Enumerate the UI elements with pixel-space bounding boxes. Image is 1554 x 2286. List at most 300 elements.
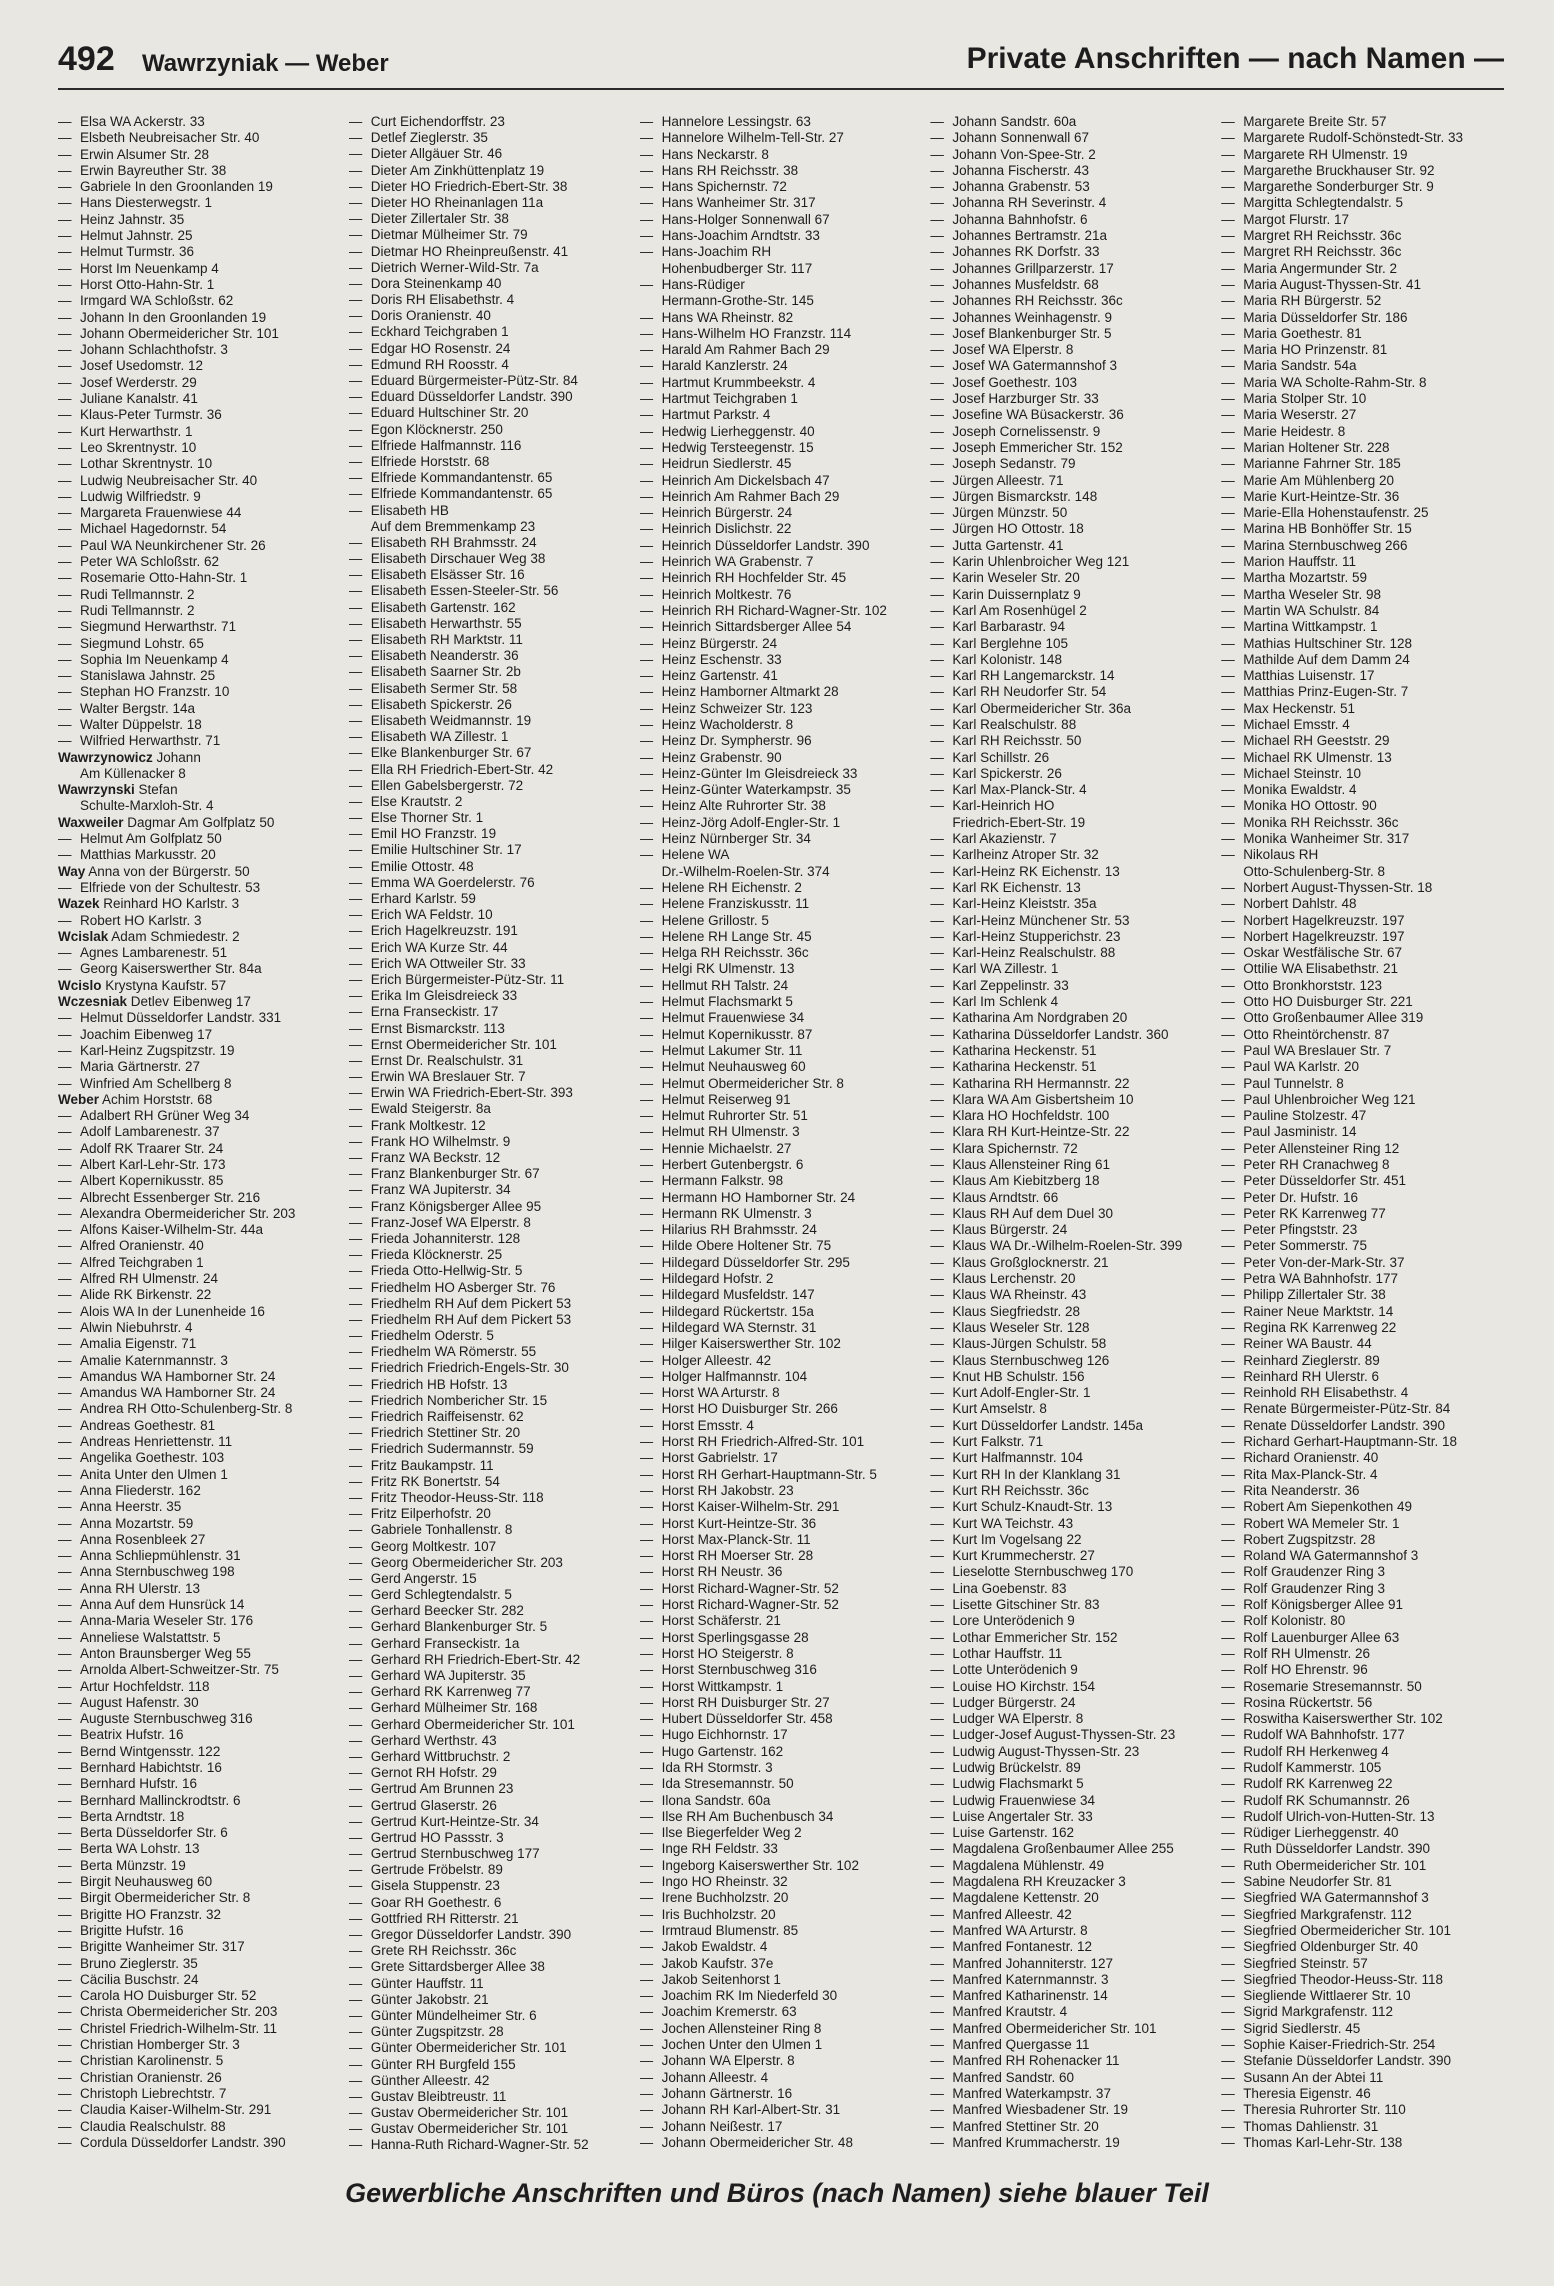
directory-entry: — Heinrich Bürgerstr. 24 — [640, 505, 923, 521]
directory-entry: — Kurt RH In der Klanklang 31 — [930, 1467, 1213, 1483]
directory-entry: — Maria Düsseldorfer Str. 186 — [1221, 310, 1504, 326]
directory-entry: — Klaus Lerchenstr. 20 — [930, 1271, 1213, 1287]
directory-entry: — Maria Weserstr. 27 — [1221, 407, 1504, 423]
directory-entry: — Karl Zeppelinstr. 33 — [930, 978, 1213, 994]
directory-entry: — Margareta Frauenwiese 44 — [58, 505, 341, 521]
directory-entry: — Helene Grillostr. 5 — [640, 913, 923, 929]
directory-entry: — Hans WA Rheinstr. 82 — [640, 310, 923, 326]
directory-entry: — Siegfried Obermeidericher Str. 101 — [1221, 1923, 1504, 1939]
header-rule — [58, 88, 1504, 90]
directory-entry: — Ludwig August-Thyssen-Str. 23 — [930, 1744, 1213, 1760]
directory-entry: — Amandus WA Hamborner Str. 24 — [58, 1385, 341, 1401]
directory-entry: — Fritz Baukampstr. 11 — [349, 1458, 632, 1474]
directory-entry: — Margitta Schlegtendalstr. 5 — [1221, 195, 1504, 211]
directory-entry: — Horst RH Neustr. 36 — [640, 1564, 923, 1580]
directory-entry: — Heinz-Günter Im Gleisdreieck 33 — [640, 766, 923, 782]
directory-entry: — Hennie Michaelstr. 27 — [640, 1141, 923, 1157]
directory-entry: — Birgit Obermeidericher Str. 8 — [58, 1890, 341, 1906]
directory-entry: — Magdalene Kettenstr. 20 — [930, 1890, 1213, 1906]
directory-entry: — Horst Sperlingsgasse 28 — [640, 1630, 923, 1646]
surname: Wawrzynski — [58, 782, 135, 798]
directory-entry: — Anna Heerstr. 35 — [58, 1499, 341, 1515]
directory-entry: — Klaus-Jürgen Schulstr. 58 — [930, 1336, 1213, 1352]
directory-entry: — Matthias Prinz-Eugen-Str. 7 — [1221, 684, 1504, 700]
directory-entry: — Kurt Schulz-Knaudt-Str. 13 — [930, 1499, 1213, 1515]
directory-entry: — Klaus Am Kiebitzberg 18 — [930, 1173, 1213, 1189]
column-1 — [58, 114, 341, 2154]
directory-entry: — Johann Sandstr. 60a — [930, 114, 1213, 130]
directory-entry: — Dieter Zillertaler Str. 38 — [349, 211, 632, 227]
directory-entry: — Helga RH Reichsstr. 36c — [640, 945, 923, 961]
directory-entry: — Helene RH Lange Str. 45 — [640, 929, 923, 945]
directory-entry: — Oskar Westfälische Str. 67 — [1221, 945, 1504, 961]
directory-entry: — Gerhard Obermeidericher Str. 101 — [349, 1717, 632, 1733]
directory-entry: — Heinrich Düsseldorfer Landstr. 390 — [640, 538, 923, 554]
directory-entry: — Mathias Hultschiner Str. 128 — [1221, 636, 1504, 652]
directory-entry: — Siegfried WA Gatermannshof 3 — [1221, 1890, 1504, 1906]
directory-entry: — Paul WA Karlstr. 20 — [1221, 1059, 1504, 1075]
directory-entry: — Amandus WA Hamborner Str. 24 — [58, 1369, 341, 1385]
directory-entry: — Johann RH Karl-Albert-Str. 31 — [640, 2102, 923, 2118]
directory-entry: — Otto HO Duisburger Str. 221 — [1221, 994, 1504, 1010]
directory-entry: — Paul Tunnelstr. 8 — [1221, 1076, 1504, 1092]
directory-entry: — Walter Bergstr. 14a — [58, 701, 341, 717]
directory-entry: — Hildegard Hofstr. 2 — [640, 1271, 923, 1287]
directory-entry: — Christian Homberger Str. 3 — [58, 2037, 341, 2053]
directory-entry: — Ernst Dr. Realschulstr. 31 — [349, 1053, 632, 1069]
directory-entry: — Karl-Heinz RK Eichenstr. 13 — [930, 864, 1213, 880]
directory-entry: — Wilfried Herwarthstr. 71 — [58, 733, 341, 749]
directory-entry: — Manfred Waterkampstr. 37 — [930, 2086, 1213, 2102]
directory-entry: — Manfred Katharinenstr. 14 — [930, 1988, 1213, 2004]
directory-entry: — Klara HO Hochfeldstr. 100 — [930, 1108, 1213, 1124]
directory-entry: — Philipp Zillertaler Str. 38 — [1221, 1287, 1504, 1303]
directory-entry: — Holger Alleestr. 42 — [640, 1353, 923, 1369]
directory-entry: — Ottilie WA Elisabethstr. 21 — [1221, 961, 1504, 977]
directory-entry: — Karl RH Neudorfer Str. 54 — [930, 684, 1213, 700]
directory-entry: — Hanna-Ruth Richard-Wagner-Str. 52 — [349, 2137, 632, 2153]
directory-entry: — Jürgen Alleestr. 71 — [930, 473, 1213, 489]
directory-entry: — Jutta Gartenstr. 41 — [930, 538, 1213, 554]
directory-entry: — Rudolf WA Bahnhofstr. 177 — [1221, 1727, 1504, 1743]
directory-entry: — Hans-Rüdiger — [640, 277, 923, 293]
directory-entry: — Reinhold RH Elisabethstr. 4 — [1221, 1385, 1504, 1401]
directory-entry: — Herbert Gutenbergstr. 6 — [640, 1157, 923, 1173]
directory-entry: — Anna RH Ulerstr. 13 — [58, 1581, 341, 1597]
directory-entry: — Ludwig Frauenwiese 34 — [930, 1793, 1213, 1809]
directory-entry: — Irene Buchholzstr. 20 — [640, 1890, 923, 1906]
directory-entry: — Heinz Jahnstr. 35 — [58, 212, 341, 228]
directory-entry: — Karl Obermeidericher Str. 36a — [930, 701, 1213, 717]
directory-entry: — Rudolf RK Karrenweg 22 — [1221, 1776, 1504, 1792]
directory-entry: — Gottfried RH Ritterstr. 21 — [349, 1911, 632, 1927]
directory-entry: — Brigitte Wanheimer Str. 317 — [58, 1939, 341, 1955]
directory-entry: — Otto Großenbaumer Allee 319 — [1221, 1010, 1504, 1026]
directory-entry: — Klaus Allensteiner Ring 61 — [930, 1157, 1213, 1173]
entry-text: Adam Schmiedestr. 2 — [111, 928, 240, 944]
directory-entry: — Adolf RK Traarer Str. 24 — [58, 1141, 341, 1157]
directory-entry: — Horst RH Duisburger Str. 27 — [640, 1695, 923, 1711]
directory-entry: — Helmut Turmstr. 36 — [58, 244, 341, 260]
directory-entry: — Siegfried Markgrafenstr. 112 — [1221, 1907, 1504, 1923]
directory-entry: — Klaus Bürgerstr. 24 — [930, 1222, 1213, 1238]
directory-entry: — Ewald Steigerstr. 8a — [349, 1101, 632, 1117]
directory-entry: — Karin Uhlenbroicher Weg 121 — [930, 554, 1213, 570]
directory-entry: — Erhard Karlstr. 59 — [349, 891, 632, 907]
directory-entry: — August Hafenstr. 30 — [58, 1695, 341, 1711]
directory-entry: — Dieter Am Zinkhüttenplatz 19 — [349, 163, 632, 179]
directory-entry: — Anita Unter den Ulmen 1 — [58, 1467, 341, 1483]
directory-entry: — Johann WA Elperstr. 8 — [640, 2053, 923, 2069]
directory-entry: — Helmut Frauenwiese 34 — [640, 1010, 923, 1026]
directory-entry: — Horst Gabrielstr. 17 — [640, 1450, 923, 1466]
directory-entry: — Marina Sternbuschweg 266 — [1221, 538, 1504, 554]
directory-entry: — Manfred Krummacherstr. 19 — [930, 2135, 1213, 2151]
directory-entry: — Josefine WA Büsackerstr. 36 — [930, 407, 1213, 423]
directory-entry: — Erna Franseckistr. 17 — [349, 1004, 632, 1020]
directory-entry: — Reinhard Zieglerstr. 89 — [1221, 1353, 1504, 1369]
directory-entry: — Klaus WA Rheinstr. 43 — [930, 1287, 1213, 1303]
directory-entry: — Gerhard Mülheimer Str. 168 — [349, 1700, 632, 1716]
directory-entry: — Rudolf Kammerstr. 105 — [1221, 1760, 1504, 1776]
directory-entry: — Rudolf RH Herkenweg 4 — [1221, 1744, 1504, 1760]
directory-entry: — Kurt Herwarthstr. 1 — [58, 424, 341, 440]
directory-entry: — Lotte Unterödenich 9 — [930, 1662, 1213, 1678]
directory-entry: — Jakob Ewaldstr. 4 — [640, 1939, 923, 1955]
directory-entry: — Elfriede Kommandantenstr. 65 — [349, 470, 632, 486]
directory-entry: — Anna Mozartstr. 59 — [58, 1516, 341, 1532]
directory-entry: — Joseph Cornelissenstr. 9 — [930, 424, 1213, 440]
entry-text: Achim Horststr. 68 — [102, 1091, 213, 1107]
directory-entry: — Manfred Krautstr. 4 — [930, 2004, 1213, 2020]
directory-entry: — Harald Kanzlerstr. 24 — [640, 358, 923, 374]
directory-entry: — Erich Bürgermeister-Pütz-Str. 11 — [349, 972, 632, 988]
directory-entry: — Gertrud Kurt-Heintze-Str. 34 — [349, 1814, 632, 1830]
directory-entry: — Berta Arndtstr. 18 — [58, 1809, 341, 1825]
directory-entry: — Elisabeth Dirschauer Weg 38 — [349, 551, 632, 567]
directory-entry: — Horst Kurt-Heintze-Str. 36 — [640, 1516, 923, 1532]
directory-entry: — Irmgard WA Schloßstr. 62 — [58, 293, 341, 309]
directory-entry: — Helmut Reiserweg 91 — [640, 1092, 923, 1108]
directory-entry: — Michael Hagedornstr. 54 — [58, 521, 341, 537]
directory-entry: — Arnolda Albert-Schweitzer-Str. 75 — [58, 1662, 341, 1678]
directory-entry: — Helmut Lakumer Str. 11 — [640, 1043, 923, 1059]
directory-entry: — Monika Wanheimer Str. 317 — [1221, 831, 1504, 847]
directory-entry — [58, 782, 341, 798]
directory-entry: — Johannes RK Dorfstr. 33 — [930, 244, 1213, 260]
directory-entry: — Manfred Wiesbadener Str. 19 — [930, 2102, 1213, 2118]
directory-entry: — Katharina Düsseldorfer Landstr. 360 — [930, 1027, 1213, 1043]
directory-entry: — Horst RH Moerser Str. 28 — [640, 1548, 923, 1564]
directory-entry: — Klaus Arndtstr. 66 — [930, 1190, 1213, 1206]
directory-entry: — Magdalena Großenbaumer Allee 255 — [930, 1841, 1213, 1857]
column-2 — [349, 114, 632, 2154]
directory-entry: — Joachim RK Im Niederfeld 30 — [640, 1988, 923, 2004]
directory-entry: — Lothar Hauffstr. 11 — [930, 1646, 1213, 1662]
directory-entry: — Rolf Königsberger Allee 91 — [1221, 1597, 1504, 1613]
directory-entry: — Friedhelm Oderstr. 5 — [349, 1328, 632, 1344]
directory-entry: — Horst Im Neuenkamp 4 — [58, 261, 341, 277]
directory-entry: — Manfred Quergasse 11 — [930, 2037, 1213, 2053]
directory-entry: — Georg Moltkestr. 107 — [349, 1539, 632, 1555]
directory-entry: — Leo Skrentnystr. 10 — [58, 440, 341, 456]
directory-entry: — Cordula Düsseldorfer Landstr. 390 — [58, 2135, 341, 2151]
surname: Weber — [58, 1091, 100, 1107]
directory-entry: — Christian Oranienstr. 26 — [58, 2070, 341, 2086]
directory-entry: — Birgit Neuhausweg 60 — [58, 1874, 341, 1890]
directory-entry: — Karl Realschulstr. 88 — [930, 717, 1213, 733]
directory-entry: — Alexandra Obermeidericher Str. 203 — [58, 1206, 341, 1222]
directory-entry: — Alfred RH Ulmenstr. 24 — [58, 1271, 341, 1287]
directory-entry: — Hubert Düsseldorfer Str. 458 — [640, 1711, 923, 1727]
directory-entry: — Renate Bürgermeister-Pütz-Str. 84 — [1221, 1401, 1504, 1417]
directory-entry: — Jochen Unter den Ulmen 1 — [640, 2037, 923, 2053]
directory-entry — [58, 994, 341, 1010]
directory-entry: — Jürgen Münzstr. 50 — [930, 505, 1213, 521]
directory-entry: — Anneliese Walstattstr. 5 — [58, 1630, 341, 1646]
entry-text: Stefan — [138, 782, 178, 798]
directory-entry: — Margot Flurstr. 17 — [1221, 212, 1504, 228]
directory-entry: — Helene WA — [640, 847, 923, 863]
directory-entry: — Horst Max-Planck-Str. 11 — [640, 1532, 923, 1548]
directory-entry: — Horst Richard-Wagner-Str. 52 — [640, 1581, 923, 1597]
directory-entry: — Jakob Seitenhorst 1 — [640, 1972, 923, 1988]
directory-entry: — Christel Friedrich-Wilhelm-Str. 11 — [58, 2021, 341, 2037]
directory-entry: — Friedrich HB Hofstr. 13 — [349, 1377, 632, 1393]
directory-entry: — Elfriede Horststr. 68 — [349, 454, 632, 470]
directory-entry: — Karin Weseler Str. 20 — [930, 570, 1213, 586]
directory-entry: — Gabriele Tonhallenstr. 8 — [349, 1522, 632, 1538]
directory-entry: — Winfried Am Schellberg 8 — [58, 1076, 341, 1092]
directory-entry: — Franz Blankenburger Str. 67 — [349, 1166, 632, 1182]
directory-entry: — Hans Neckarstr. 8 — [640, 147, 923, 163]
directory-entry: — Manfred Obermeidericher Str. 101 — [930, 2021, 1213, 2037]
directory-entry: — Bruno Zieglerstr. 35 — [58, 1956, 341, 1972]
directory-entry: — Peter Pfingststr. 23 — [1221, 1222, 1504, 1238]
directory-entry: — Heidrun Siedlerstr. 45 — [640, 456, 923, 472]
directory-entry: — Martin WA Schulstr. 84 — [1221, 603, 1504, 619]
directory-entry: — Alfred Oranienstr. 40 — [58, 1238, 341, 1254]
directory-entry: — Rita Neanderstr. 36 — [1221, 1483, 1504, 1499]
directory-entry — [58, 896, 341, 912]
directory-entry: — Elisabeth Essen-Steeler-Str. 56 — [349, 583, 632, 599]
directory-entry: — Paul Uhlenbroicher Weg 121 — [1221, 1092, 1504, 1108]
directory-entry: — Eckhard Teichgraben 1 — [349, 324, 632, 340]
directory-entry: — Reinhard RH Ulerstr. 6 — [1221, 1369, 1504, 1385]
directory-entry: — Günther Alleestr. 42 — [349, 2073, 632, 2089]
directory-entry: — Ludwig Flachsmarkt 5 — [930, 1776, 1213, 1792]
directory-entry: — Thomas Dahlienstr. 31 — [1221, 2119, 1504, 2135]
directory-entry: — Franz-Josef WA Elperstr. 8 — [349, 1215, 632, 1231]
directory-entry: — Margarete RH Ulmenstr. 19 — [1221, 147, 1504, 163]
directory-entry: — Ruth Obermeidericher Str. 101 — [1221, 1858, 1504, 1874]
directory-entry: — Manfred Johanniterstr. 127 — [930, 1956, 1213, 1972]
directory-entry: — Heinrich WA Grabenstr. 7 — [640, 554, 923, 570]
directory-entry: — Friedhelm RH Auf dem Pickert 53 — [349, 1312, 632, 1328]
directory-entry: — Auguste Sternbuschweg 316 — [58, 1711, 341, 1727]
directory-entry: — Karl-Heinz Münchener Str. 53 — [930, 913, 1213, 929]
column-3 — [640, 114, 923, 2154]
directory-entry: — Richard Gerhart-Hauptmann-Str. 18 — [1221, 1434, 1504, 1450]
directory-entry: — Erwin WA Breslauer Str. 7 — [349, 1069, 632, 1085]
directory-entry: — Paul WA Neunkirchener Str. 26 — [58, 538, 341, 554]
directory-entry: — Erwin Alsumer Str. 28 — [58, 147, 341, 163]
directory-entry: — Margarethe Sonderburger Str. 9 — [1221, 179, 1504, 195]
directory-entry: — Karl Akazienstr. 7 — [930, 831, 1213, 847]
directory-entry: — Karl-Heinz Zugspitzstr. 19 — [58, 1043, 341, 1059]
directory-entry: — Michael RK Ulmenstr. 13 — [1221, 750, 1504, 766]
directory-entry: — Fritz Eilperhofstr. 20 — [349, 1506, 632, 1522]
directory-entry: — Gerhard RK Karrenweg 77 — [349, 1684, 632, 1700]
directory-entry: — Martina Wittkampstr. 1 — [1221, 619, 1504, 635]
directory-entry: — Emilie Ottostr. 48 — [349, 859, 632, 875]
directory-entry: — Margret RH Reichsstr. 36c — [1221, 244, 1504, 260]
directory-entry: — Andreas Henriettenstr. 11 — [58, 1434, 341, 1450]
directory-entry — [58, 929, 341, 945]
directory-entry: — Karl Schillstr. 26 — [930, 750, 1213, 766]
directory-entry: — Otto Rheintörchenstr. 87 — [1221, 1027, 1504, 1043]
directory-entry: — Elisabeth HB — [349, 503, 632, 519]
directory-entry: — Gertrud Sternbuschweg 177 — [349, 1846, 632, 1862]
directory-entry: — Adolf Lambarenestr. 37 — [58, 1124, 341, 1140]
directory-entry: — Josef WA Elperstr. 8 — [930, 342, 1213, 358]
directory-entry: — Josef Werderstr. 29 — [58, 375, 341, 391]
directory-entry: — Karl Berglehne 105 — [930, 636, 1213, 652]
directory-entry: — Mathilde Auf dem Damm 24 — [1221, 652, 1504, 668]
directory-entry: — Grete Sittardsberger Allee 38 — [349, 1959, 632, 1975]
directory-entry: — Jürgen HO Ottostr. 18 — [930, 521, 1213, 537]
directory-entry: — Bernhard Mallinckrodtstr. 6 — [58, 1793, 341, 1809]
directory-entry: — Maria WA Scholte-Rahm-Str. 8 — [1221, 375, 1504, 391]
directory-entry: — Gustav Obermeidericher Str. 101 — [349, 2105, 632, 2121]
directory-entry: Schulte-Marxloh-Str. 4 — [80, 798, 214, 814]
directory-entry: — Ernst Obermeidericher Str. 101 — [349, 1037, 632, 1053]
directory-entry: — Peter RK Karrenweg 77 — [1221, 1206, 1504, 1222]
directory-entry: — Johann Gärtnerstr. 16 — [640, 2086, 923, 2102]
directory-entry: — Else Thorner Str. 1 — [349, 810, 632, 826]
directory-entry: — Kurt WA Teichstr. 43 — [930, 1516, 1213, 1532]
directory-entry: — Georg Obermeidericher Str. 203 — [349, 1555, 632, 1571]
directory-entry: — Hildegard Musfeldstr. 147 — [640, 1287, 923, 1303]
directory-entry: — Gerhard Franseckistr. 1a — [349, 1636, 632, 1652]
directory-entry: — Eduard Düsseldorfer Landstr. 390 — [349, 389, 632, 405]
directory-entry: — Katharina Am Nordgraben 20 — [930, 1010, 1213, 1026]
directory-entry: — Edmund RH Roosstr. 4 — [349, 357, 632, 373]
directory-entry: — Rosina Rückertstr. 56 — [1221, 1695, 1504, 1711]
directory-entry: Hohenbudberger Str. 117 — [661, 260, 813, 276]
entry-text: Dagmar Am Golfplatz 50 — [127, 814, 275, 830]
directory-entry: — Franz WA Jupiterstr. 34 — [349, 1182, 632, 1198]
directory-entry: — Karl Max-Planck-Str. 4 — [930, 782, 1213, 798]
entry-text: Anna von der Bürgerstr. 50 — [88, 863, 250, 879]
directory-entry: — Hugo Eichhornstr. 17 — [640, 1727, 923, 1743]
directory-entry: — Otto Bronkhorststr. 123 — [1221, 978, 1504, 994]
footer-note: Gewerbliche Anschriften und Büros (nach Namen) siehe blauer Teil — [345, 2178, 1209, 2208]
directory-entry: — Helmut Ruhrorter Str. 51 — [640, 1108, 923, 1124]
directory-entry: — Magdalena Mühlenstr. 49 — [930, 1858, 1213, 1874]
directory-entry: — Manfred Sandstr. 60 — [930, 2070, 1213, 2086]
directory-entry: — Gabriele In den Groonlanden 19 — [58, 179, 341, 195]
directory-entry: — Horst Kaiser-Wilhelm-Str. 291 — [640, 1499, 923, 1515]
directory-entry: — Horst Sternbuschweg 316 — [640, 1662, 923, 1678]
directory-entry: — Magdalena RH Kreuzacker 3 — [930, 1874, 1213, 1890]
directory-entry: — Hildegard Rückertstr. 15a — [640, 1304, 923, 1320]
directory-entry: — Martha Mozartstr. 59 — [1221, 570, 1504, 586]
directory-entry: — Luise Angertaler Str. 33 — [930, 1809, 1213, 1825]
directory-entry: — Heinz Alte Ruhrorter Str. 38 — [640, 798, 923, 814]
entry-text: Johann — [156, 749, 201, 765]
directory-entry: — Hans RH Reichsstr. 38 — [640, 163, 923, 179]
directory-entry: — Norbert Hagelkreuzstr. 197 — [1221, 913, 1504, 929]
directory-entry: — Ernst Bismarckstr. 113 — [349, 1021, 632, 1037]
directory-entry: — Amalia Eigenstr. 71 — [58, 1336, 341, 1352]
directory-entry: — Heinz Wacholderstr. 8 — [640, 717, 923, 733]
directory-entry: — Rudolf Ulrich-von-Hutten-Str. 13 — [1221, 1809, 1504, 1825]
directory-entry: — Berta WA Lohstr. 13 — [58, 1841, 341, 1857]
directory-entry: — Angelika Goethestr. 103 — [58, 1450, 341, 1466]
directory-entry: — Günter Hauffstr. 11 — [349, 1976, 632, 1992]
directory-entry: — Heinrich Dislichstr. 22 — [640, 521, 923, 537]
directory-entry: — Johann Neißestr. 17 — [640, 2119, 923, 2135]
directory-entry: — Rolf HO Ehrenstr. 96 — [1221, 1662, 1504, 1678]
entry-text: Krystyna Kaufstr. 57 — [105, 977, 227, 993]
directory-entry: — Margarethe Bruckhauser Str. 92 — [1221, 163, 1504, 179]
directory-entry: — Theresia Eigenstr. 46 — [1221, 2086, 1504, 2102]
directory-entry: — Gerhard Werthstr. 43 — [349, 1733, 632, 1749]
directory-entry: — Gertrud Am Brunnen 23 — [349, 1781, 632, 1797]
surname: Wazek — [58, 896, 100, 912]
directory-entry: — Manfred Katernmannstr. 3 — [930, 1972, 1213, 1988]
directory-entry: — Marie-Ella Hohenstaufenstr. 25 — [1221, 505, 1504, 521]
directory-entry: — Manfred Fontanestr. 12 — [930, 1939, 1213, 1955]
directory-entry: — Hannelore Wilhelm-Tell-Str. 27 — [640, 130, 923, 146]
directory-entry: — Siegfried Steinstr. 57 — [1221, 1956, 1504, 1972]
directory-entry: — Pauline Stolzestr. 47 — [1221, 1108, 1504, 1124]
directory-entry: — Gertrud Glaserstr. 26 — [349, 1798, 632, 1814]
directory-entry: Friedrich-Ebert-Str. 19 — [952, 814, 1086, 830]
directory-entry: — Walter Düppelstr. 18 — [58, 717, 341, 733]
directory-entry: — Fritz RK Bonertstr. 54 — [349, 1474, 632, 1490]
directory-entry: — Franz WA Beckstr. 12 — [349, 1150, 632, 1166]
column-4 — [930, 114, 1213, 2154]
directory-entry: — Karl-Heinrich HO — [930, 798, 1213, 814]
directory-entry: — Manfred Stettiner Str. 20 — [930, 2119, 1213, 2135]
directory-entry: — Klaus WA Dr.-Wilhelm-Roelen-Str. 399 — [930, 1238, 1213, 1254]
directory-entry: — Erwin WA Friedrich-Ebert-Str. 393 — [349, 1085, 632, 1101]
directory-entry: — Eduard Hultschiner Str. 20 — [349, 405, 632, 421]
directory-entry: — Elisabeth Sermer Str. 58 — [349, 681, 632, 697]
directory-entry: — Johannes Weinhagenstr. 9 — [930, 310, 1213, 326]
directory-entry: — Siegmund Herwarthstr. 71 — [58, 619, 341, 635]
directory-entry: — Ella RH Friedrich-Ebert-Str. 42 — [349, 762, 632, 778]
directory-entry: — Erwin Bayreuther Str. 38 — [58, 163, 341, 179]
directory-entry: — Ludwig Wilfriedstr. 9 — [58, 489, 341, 505]
directory-entry: — Johannes Grillparzerstr. 17 — [930, 261, 1213, 277]
directory-entry: — Günter RH Burgfeld 155 — [349, 2057, 632, 2073]
directory-entry: — Juliane Kanalstr. 41 — [58, 391, 341, 407]
directory-entry: — Friedrich Nombericher Str. 15 — [349, 1393, 632, 1409]
directory-entry: — Beatrix Hufstr. 16 — [58, 1727, 341, 1743]
directory-entry: — Elsbeth Neubreisacher Str. 40 — [58, 130, 341, 146]
directory-entry: — Albert Karl-Lehr-Str. 173 — [58, 1157, 341, 1173]
directory-entry: — Elisabeth RH Brahmsstr. 24 — [349, 535, 632, 551]
directory-entry: — Stephan HO Franzstr. 10 — [58, 684, 341, 700]
directory-entry: — Ida Stresemannstr. 50 — [640, 1776, 923, 1792]
directory-entry: — Johann In den Groonlanden 19 — [58, 310, 341, 326]
directory-entry: — Alfred Teichgraben 1 — [58, 1255, 341, 1271]
directory-entry: — Karlheinz Atroper Str. 32 — [930, 847, 1213, 863]
directory-entry: — Joseph Emmericher Str. 152 — [930, 440, 1213, 456]
